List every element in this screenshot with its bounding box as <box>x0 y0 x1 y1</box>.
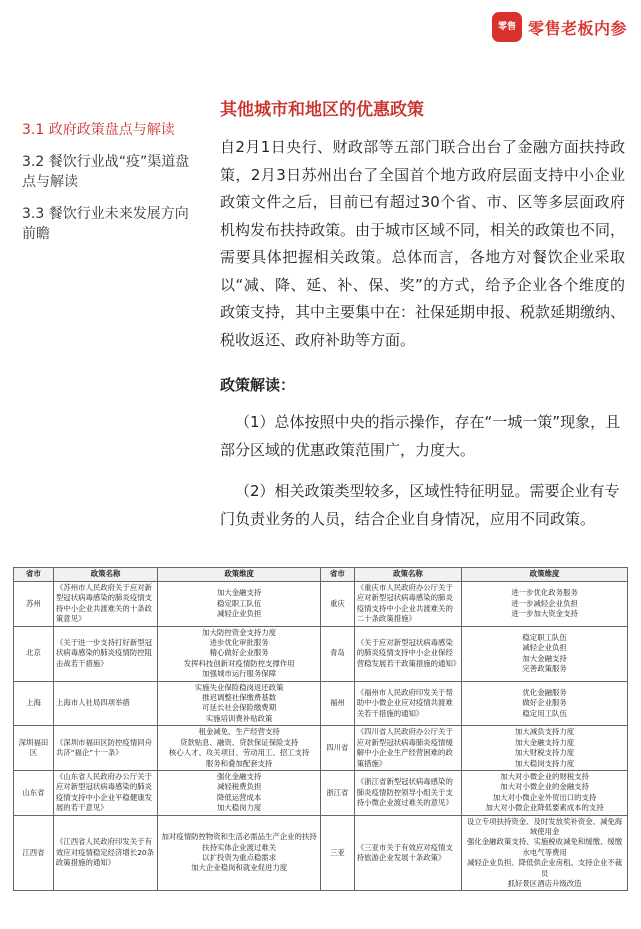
policy-dimension-item: 加对疫情防控物资和生活必需品生产企业的扶持 <box>161 832 317 842</box>
policy-name-cell: 《三亚市关于有效应对疫情支持旅游企业发展十条政策》 <box>354 815 461 891</box>
policy-dimension-item: 服务和叠加配套支持 <box>205 758 273 768</box>
policy-dimension-item: 减轻企业负担 <box>216 609 262 619</box>
table-row <box>14 681 628 726</box>
province-cell: 深圳福田区 <box>14 726 54 771</box>
policy-table-container <box>13 567 628 891</box>
policy-dimension-cell <box>462 582 628 627</box>
policy-dimension-item: 加大对小微企业的金融支持 <box>500 782 589 792</box>
table-body <box>14 582 628 891</box>
policy-dimension-item: 减轻税费负担 <box>216 782 262 792</box>
policy-dimension-item: 稳定职工队伍 <box>216 598 262 608</box>
policy-dimension-cell <box>158 770 321 815</box>
policy-dimension-cell <box>462 815 628 891</box>
table-row <box>14 582 628 627</box>
intro-paragraph: 自2月1日央行、财政部等五部门联合出台了金融方面扶持政策，2月3日苏州出台了全国首个地方政府层面支持中小企业政策文件之后，目前已有超过30个省、市、区等多层面政府机构发布扶持政策。由于城市区域不同，相关的政策也不同，需要具体把握相关政策。总体而言，各地方对餐饮企业采取以“减、降、延、补、保、奖”的方式，给予企业各个维度的政策支持，其中主要集中在：社保延期申报、税款延期缴纳、税收返还、政府补助等方面。 <box>220 138 626 349</box>
policy-dimension-item: 可延长社会保险缴费期 <box>202 703 277 713</box>
toc-item-3-3[interactable]: 3.3 餐饮行业未来发展方向前瞻 <box>22 206 189 242</box>
policy-dimension-item: 加大减负支持力度 <box>515 727 575 737</box>
policy-dimension-item: 租金减免、生产经营支持 <box>198 727 280 737</box>
policy-dimension-item: 加大对小微企业的财税支持 <box>500 771 589 781</box>
policy-dimension-item: 降低运营成本 <box>216 792 262 802</box>
policy-dimension-cell <box>158 582 321 627</box>
table-row <box>14 815 628 891</box>
policy-dimension-item: 加大防控资金支持力度 <box>202 627 277 637</box>
province-cell: 三亚 <box>320 815 354 891</box>
interpretation-point-2: （2）相关政策类型较多，区域性特征明显。需要企业有专门负责业务的人员，结合企业自身情况，应用不同政策。 <box>220 482 620 528</box>
policy-dimension-item: 加大稳岗支持力度 <box>515 758 575 768</box>
province-cell: 福州 <box>320 681 354 726</box>
policy-dimension-item: 加大金融支持 <box>522 653 567 663</box>
header-policy-dimension-right: 政策维度 <box>462 568 628 582</box>
policy-name-cell: 《山东省人民政府办公厅关于应对新型冠状病毒感染的肺炎疫情支持中小企业平稳健康发展的若干意见》 <box>53 770 157 815</box>
policy-name-cell: 《关于进一步支持打好新型冠状病毒感染的肺炎疫情防控阻击战若干措施》 <box>53 626 157 681</box>
policy-name-cell: 《苏州市人民政府关于应对新型冠状病毒感染的肺炎疫情支持中小企业共渡难关的十条政策意见》 <box>53 582 157 627</box>
policy-name-cell: 《浙江省新型冠状病毒感染的肺炎疫情防控领导小组关于支持小微企业渡过难关的意见》 <box>354 770 461 815</box>
policy-dimension-item: 核心人才、攻关项目、劳动用工、招工支持 <box>168 748 310 758</box>
policy-dimension-item: 设立专项扶持资金、及时发放奖补资金、减免海域使用金 <box>466 816 623 836</box>
province-cell: 北京 <box>14 626 54 681</box>
table-of-contents <box>22 120 197 256</box>
province-cell: 浙江省 <box>320 770 354 815</box>
policy-dimension-item: 进一步减轻企业负担 <box>511 598 578 608</box>
policy-dimension-item: 加大财税支持力度 <box>515 748 575 758</box>
policy-name-cell: 《关于应对新型冠状病毒感染的肺炎疫情支持中小企业保经营稳发展若干政策措施的通知》 <box>354 626 461 681</box>
policy-dimension-item: 扶持实体企业渡过难关 <box>202 842 277 852</box>
policy-dimension-cell <box>158 626 321 681</box>
interpretation-point-1: （1）总体按照中央的指示操作，存在“一城一策”现象，且部分区域的优惠政策范围广，力度大。 <box>220 413 621 459</box>
province-cell: 江西省 <box>14 815 54 891</box>
policy-dimension-item: 推迟调整社保缴费基数 <box>202 693 277 703</box>
province-cell: 苏州 <box>14 582 54 627</box>
policy-name-cell: 《福州市人民政府印发关于帮助中小微企业应对疫情共渡难关若干措施的通知》 <box>354 681 461 726</box>
policy-dimension-item: 强化金融政策支持、实施税收减免和缓缴、缓缴水电气等费用 <box>466 837 623 857</box>
header-policy-name-left: 政策名称 <box>53 568 157 582</box>
policy-dimension-cell <box>462 681 628 726</box>
brand-name: 零售老板内参 <box>527 18 627 38</box>
policy-dimension-item: 减轻企业负担 <box>522 643 567 653</box>
province-cell: 山东省 <box>14 770 54 815</box>
policy-dimension-item: 加大对小微企业降低要素成本的支持 <box>485 803 604 813</box>
policy-dimension-cell <box>158 815 321 891</box>
section-heading: 其他城市和地区的优惠政策 <box>220 100 424 120</box>
policy-dimension-item: 实施失业保险稳岗返还政策 <box>194 682 284 692</box>
policy-name-cell: 《江西省人民政府印发关于有效应对疫情稳定经济增长20条政策措施的通知》 <box>53 815 157 891</box>
policy-dimension-cell <box>158 681 321 726</box>
policy-name-cell: 《深圳市福田区防控疫情同舟共济“福企”十一条》 <box>53 726 157 771</box>
policy-dimension-item: 完善政策服务 <box>522 664 567 674</box>
policy-dimension-item: 稳定用工队伍 <box>522 708 567 718</box>
toc-item-3-1[interactable]: 3.1 政府政策盘点与解读 <box>22 122 175 138</box>
policy-dimension-item: 进一步加大资金支持 <box>511 609 578 619</box>
policy-dimension-item: 加大金融支持力度 <box>515 737 575 747</box>
policy-table <box>13 567 628 891</box>
policy-dimension-item: 加大金融支持 <box>216 588 262 598</box>
policy-dimension-item: 加大企业稳岗和就业促进力度 <box>191 863 288 873</box>
policy-dimension-item: 做好企业服务 <box>522 698 567 708</box>
policy-name-cell: 上海市人社局四项举措 <box>53 681 157 726</box>
policy-dimension-item: 加强城市运行服务保障 <box>202 669 277 679</box>
policy-dimension-item: 精心做好企业服务 <box>209 648 269 658</box>
policy-dimension-item: 进一步优化政务服务 <box>511 588 578 598</box>
table-header-row <box>14 568 628 582</box>
policy-name-cell: 《重庆市人民政府办公厅关于应对新型冠状病毒感染的肺炎疫情支持中小企业共渡难关的二十条政策措施》 <box>354 582 461 627</box>
table-row <box>14 626 628 681</box>
policy-dimension-item: 实施培训费补贴政策 <box>205 713 273 723</box>
province-cell: 上海 <box>14 681 54 726</box>
policy-dimension-item: 加大对小微企业外贸出口的支持 <box>492 792 597 802</box>
policy-dimension-item: 贷款贴息、融资、贷款保证保险支持 <box>180 737 299 747</box>
header-policy-dimension-left: 政策维度 <box>158 568 321 582</box>
header-policy-name-right: 政策名称 <box>354 568 461 582</box>
policy-dimension-item: 减轻企业负担、降低供企业房租、支持企业不裁员 <box>466 858 623 878</box>
policy-dimension-cell <box>462 726 628 771</box>
policy-dimension-item: 抓好景区酒店升级改造 <box>507 878 582 888</box>
policy-dimension-item: 发挥科技创新对疫情防控支撑作用 <box>183 658 295 668</box>
province-cell: 青岛 <box>320 626 354 681</box>
policy-dimension-item: 优化金融服务 <box>522 687 567 697</box>
policy-interpretation-heading: 政策解读： <box>220 376 296 394</box>
policy-dimension-item: 强化金融支持 <box>216 771 262 781</box>
policy-dimension-cell <box>462 626 628 681</box>
province-cell: 重庆 <box>320 582 354 627</box>
province-cell: 四川省 <box>320 726 354 771</box>
header-province-left: 省市 <box>14 568 54 582</box>
policy-dimension-item: 以扩投资为重点稳需求 <box>202 852 277 862</box>
policy-name-cell: 《四川省人民政府办公厅关于应对新型冠状病毒肺炎疫情缓解中小企业生产经营困难的政策措施》 <box>354 726 461 771</box>
header-province-right: 省市 <box>320 568 354 582</box>
policy-dimension-item: 进步优化审批服务 <box>209 638 269 648</box>
policy-dimension-item: 加大稳岗力度 <box>216 803 262 813</box>
table-row <box>14 726 628 771</box>
brand-logo <box>492 12 627 42</box>
policy-dimension-item: 稳定职工队伍 <box>522 632 567 642</box>
table-row <box>14 770 628 815</box>
main-content <box>220 95 625 547</box>
brand-badge-icon: 零售 <box>492 12 522 42</box>
policy-dimension-cell <box>158 726 321 771</box>
toc-item-3-2[interactable]: 3.2 餐饮行业战“疫”渠道盘点与解读 <box>22 154 190 190</box>
policy-dimension-cell <box>462 770 628 815</box>
